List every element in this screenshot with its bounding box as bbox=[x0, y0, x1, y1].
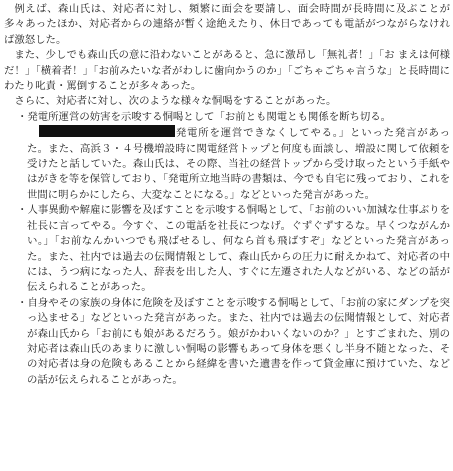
bullet-item-1 bbox=[4, 110, 450, 203]
bullet-mark: ・ bbox=[17, 110, 28, 123]
bullet-mark: ・ bbox=[17, 296, 28, 309]
bullet-item-2 bbox=[4, 203, 450, 295]
bullet-1-text-before: 発電所運営の妨害を示唆する恫喝として「お前とも関電とも関係を断ち切る。 bbox=[27, 110, 392, 123]
paragraph-1: 例えば、森山氏は、対応者に対し、頻繁に面会を要請し、面会時間が長時間に及ぶことが多々あったほか、対応者からの連絡が暫く途絶えたり、休日であっても電話がつながらなければ激怒した。 bbox=[4, 3, 450, 46]
bullet-mark: ・ bbox=[17, 204, 28, 217]
bullet-item-3 bbox=[4, 296, 450, 388]
document-page bbox=[4, 2, 450, 388]
paragraph-2: また、少しでも森山氏の意に沿わないことがあると、急に激昂し「無礼者！」「お まえは何様だ！」「横着者！」「お前みたいな者がわしに歯向かうのか」「ごちゃごちゃ言うな」と長時間にわたり叱責・罵倒することが多々あった。 bbox=[4, 49, 450, 93]
bullet-1-text-after: 発電所を運営できなくしてやる。」といった発言があった。また、高浜３・４号機増設時に関電経営トップと何度も面談し、増設に関して依頼を受けたと話していた。森山氏は、その際、当社の経営トップから受け取ったという手紙やはがきを等を保管しており、「発電所立地当時の書類は、今でも自宅に残っており、これを世間に明らかにしたら、大変なことになる。」などといった発言があった。 bbox=[27, 127, 450, 201]
redaction-block bbox=[39, 125, 175, 137]
paragraph-3: さらに、対応者に対し、次のような様々な恫喝をすることがあった。 bbox=[14, 95, 337, 108]
bullet-2-text: 人事異動や解雇に影響を及ぼすことを示唆する恫喝として、「お前のいい加減な仕事ぶりを社長に言ってやる。今すぐ、この電話を社長につなげ。ぐずぐずするな。早くつながんかい。」「お前なんかいつでも飛ばせるし、何なら首も飛ばすぞ」などといった発言があった。また、社内では過去の伝聞情報として、森山氏からの圧力に耐えかねて、対応者の中には、うつ病になった人、辞表を出した人、すぐに左遷された人などがいる、などの話が伝えられることがあった。 bbox=[27, 204, 451, 294]
bullet-3-text: 自身やその家族の身体に危険を及ぼすことを示唆する恫喝として、「お前の家にダンプを突っ込ませる」などといった発言があった。また、社内では過去の伝聞情報として、対応者が森山氏から「お前にも娘があるだろう。娘がかわいくないのか？」とすごまれた、別の対応者は森山氏のあまりに激しい恫喝の影響もあって身体を悪くし半身不随となった、その対応者は身の危険もあることから経緯を書いた遺書を作って貸金庫に預けていた、などの話が伝えられることがあった。 bbox=[27, 296, 450, 386]
